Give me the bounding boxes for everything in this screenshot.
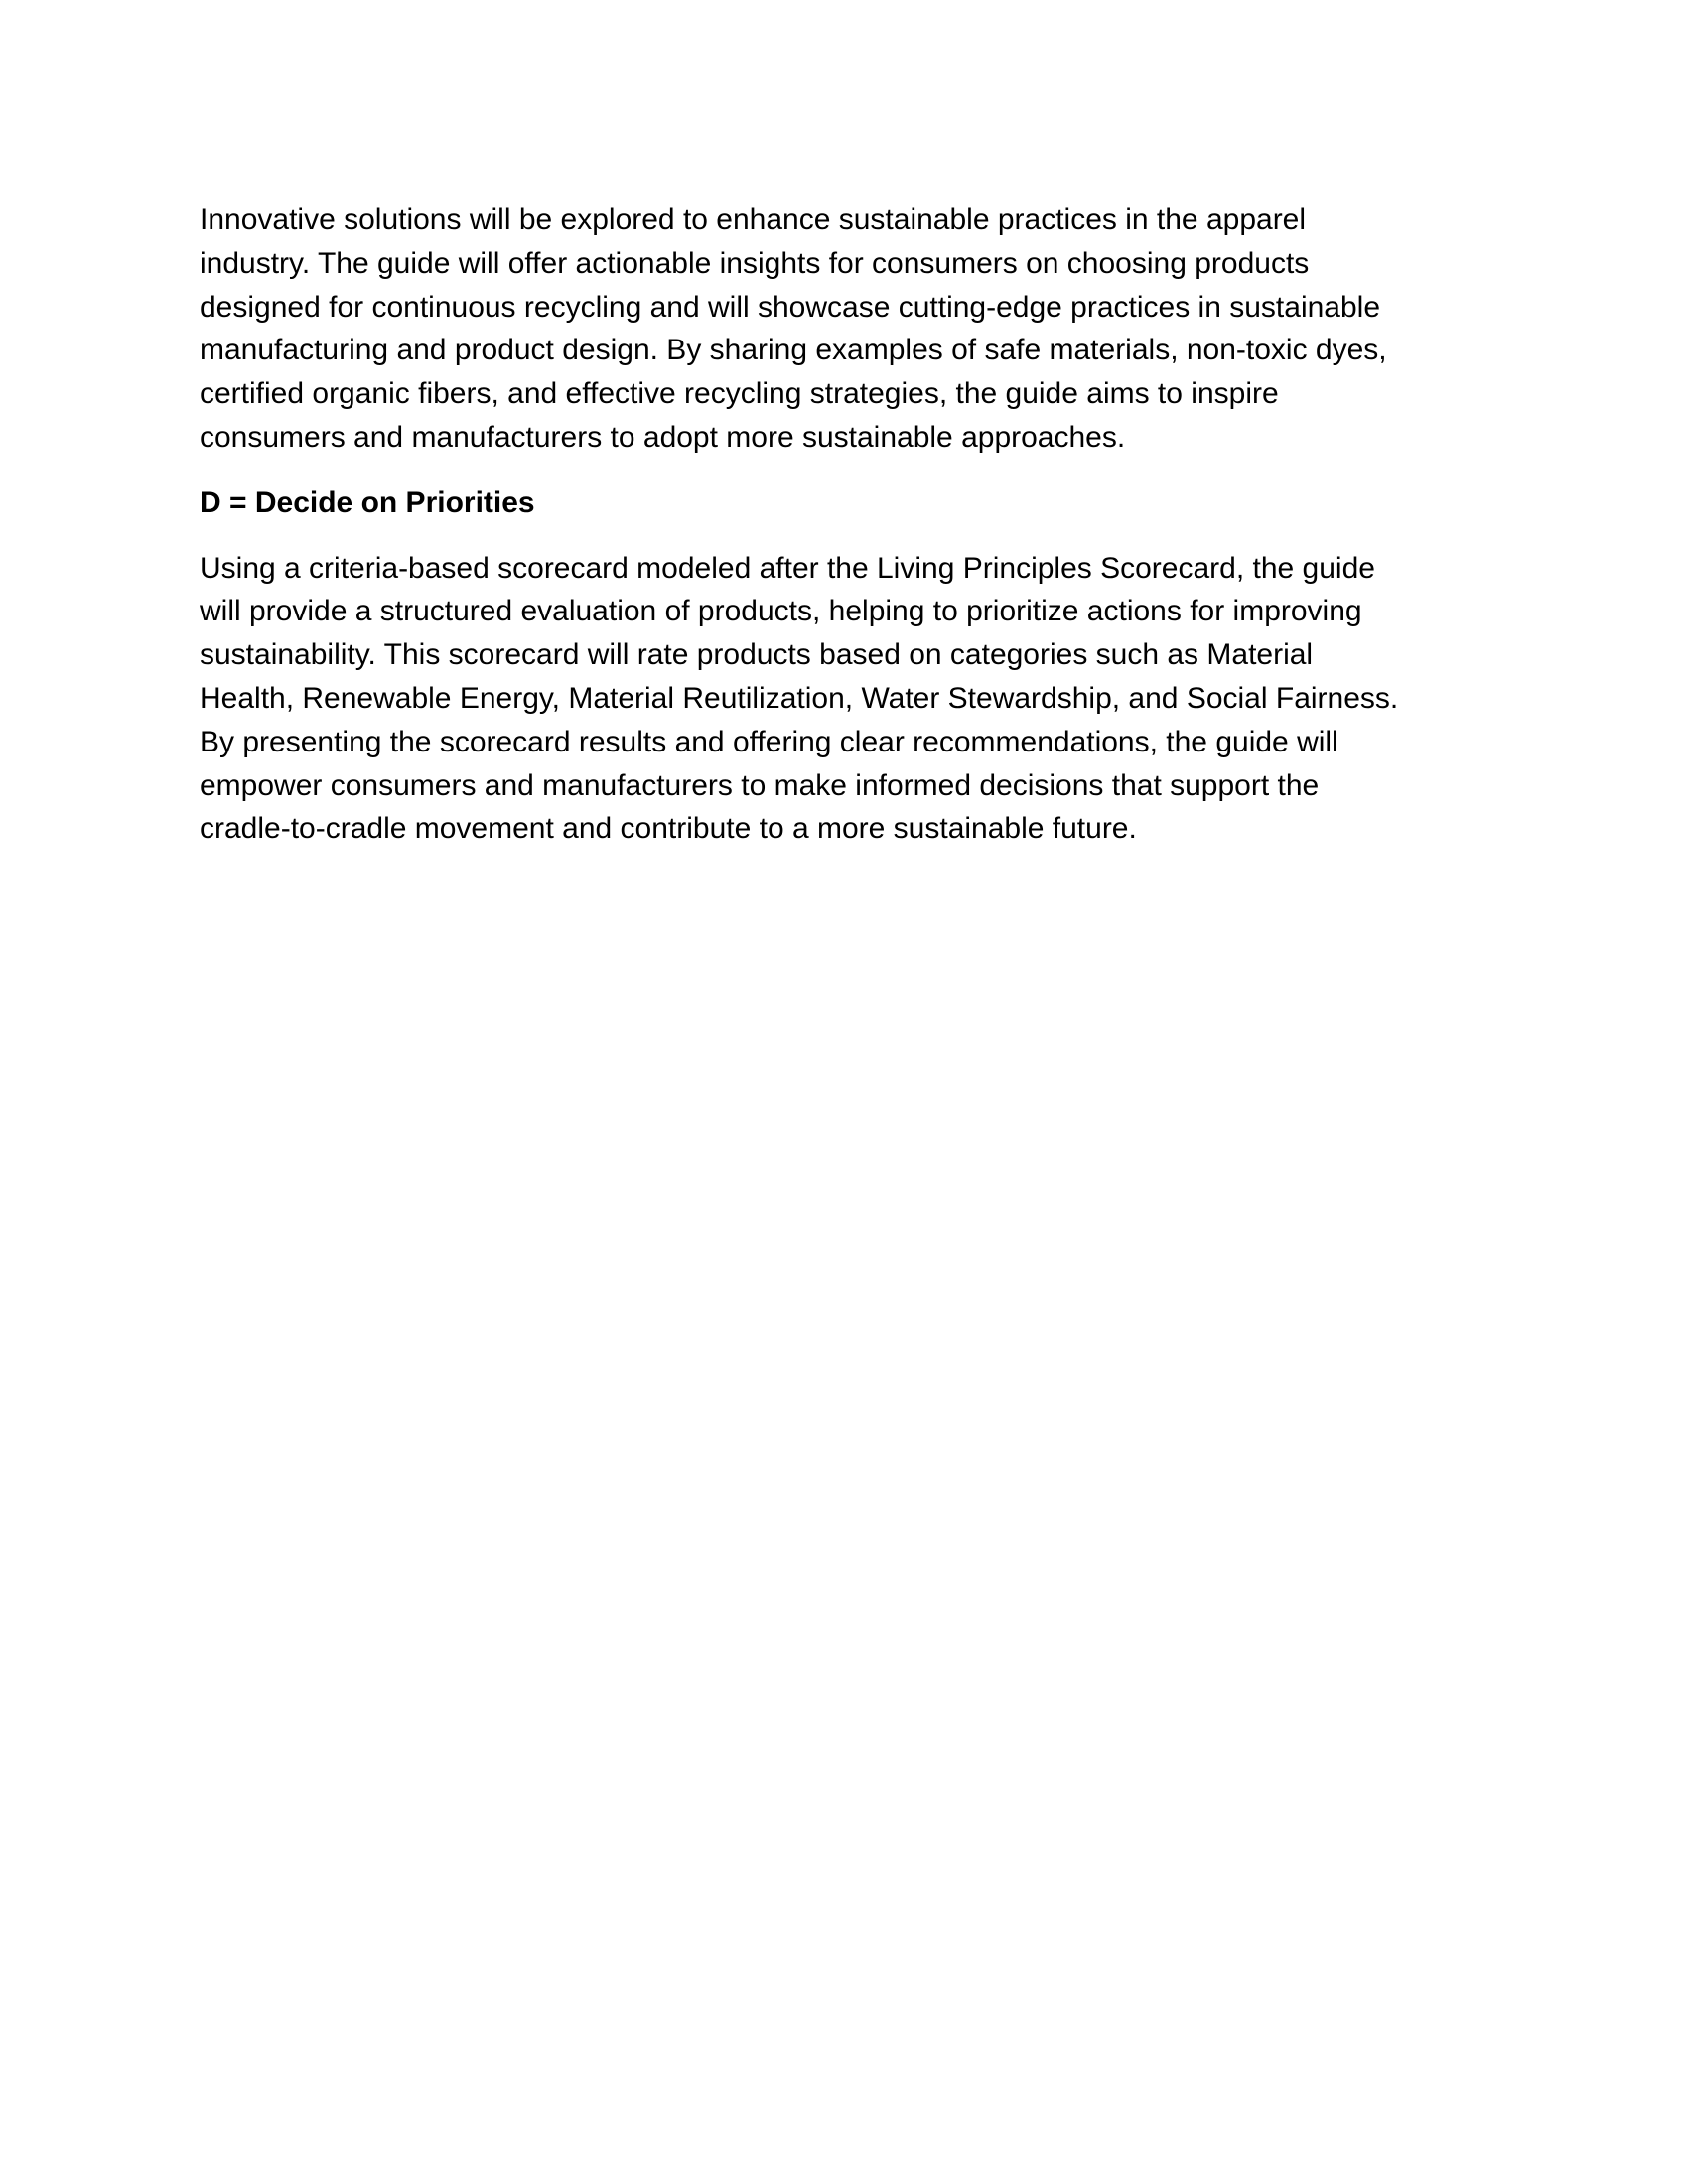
paragraph-line: empower consumers and manufacturers to make informed decisions that support the [200,768,1320,802]
paragraph-line: will provide a structured evaluation of products, helping to prioritize actions for improving [200,595,1362,628]
paragraph-line: designed for continuous recycling and will showcase cutting-edge practices in sustainable [200,290,1381,324]
paragraph-line: cradle-to-cradle movement and contribute to a more sustainable future. [200,812,1137,846]
paragraph-line: manufacturing and product design. By sharing examples of safe materials, non-toxic dyes, [200,334,1387,367]
paragraph-line: industry. The guide will offer actionable insights for consumers on choosing products [200,246,1310,280]
paragraph-innovative-solutions [200,199,1490,460]
paragraph-line: By presenting the scorecard results and offering clear recommendations, the guide will [200,725,1338,758]
paragraph-scorecard [200,547,1490,852]
paragraph-line: Health, Renewable Energy, Material Reutilization, Water Stewardship, and Social Fairness. [200,681,1399,715]
page-content [200,199,1490,851]
section-heading: D = Decide on Priorities [200,485,535,519]
paragraph-line: certified organic fibers, and effective recycling strategies, the guide aims to inspire [200,377,1279,411]
paragraph-line: sustainability. This scorecard will rate products based on categories such as Material [200,638,1314,672]
paragraph-line: Using a criteria-based scorecard modeled after the Living Principles Scorecard, the guide [200,551,1375,585]
paragraph-line: Innovative solutions will be explored to enhance sustainable practices in the apparel [200,204,1307,236]
paragraph-line: consumers and manufacturers to adopt more sustainable approaches. [200,420,1126,454]
